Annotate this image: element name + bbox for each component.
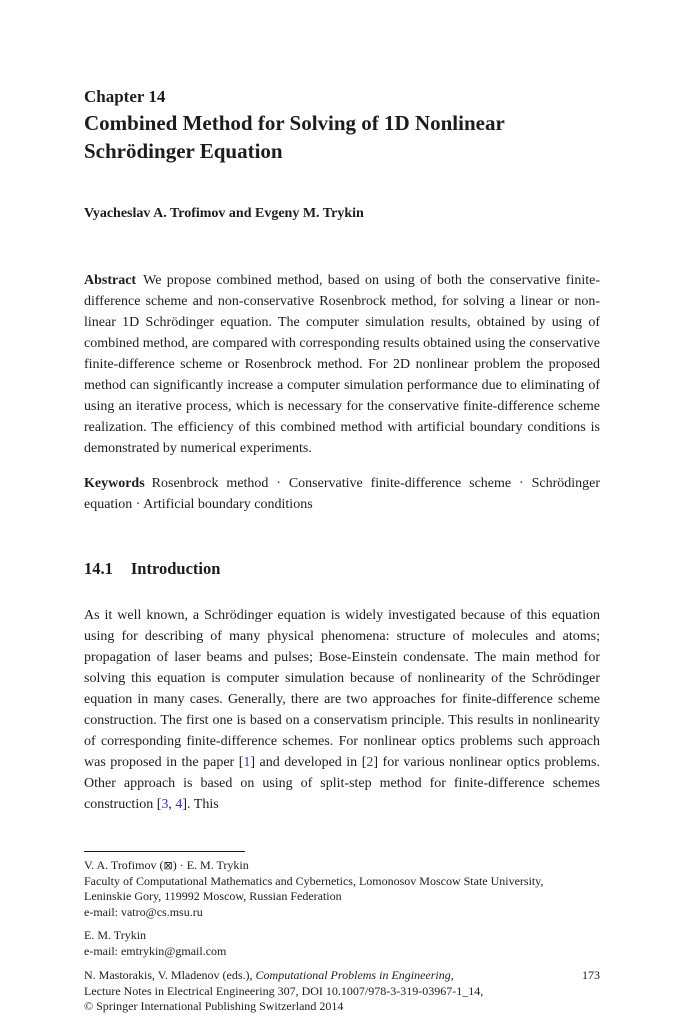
book-title: Computational Problems in Engineering, [255, 968, 454, 982]
publisher-copyright-line: © Springer International Publishing Switzerland 2014 [84, 999, 344, 1013]
corresponding-author-envelope-icon: ⊠ [163, 859, 173, 872]
footnote-author1-line [84, 858, 600, 874]
abstract-label: Abstract [84, 273, 137, 288]
footnote-author2-block [84, 928, 600, 959]
footnote-separator-rule [84, 851, 245, 852]
keyword-separator: · [276, 476, 281, 491]
keyword-separator: · [135, 497, 141, 512]
footnote-author2: E. M. Trykin [84, 928, 147, 942]
publisher-editors-line [84, 968, 600, 984]
section-number: 14.1 [84, 559, 113, 578]
keyword-item: Rosenbrock method [151, 476, 269, 491]
citation-link-2[interactable]: 2 [366, 755, 374, 770]
section-title: Introduction [130, 559, 221, 578]
footnote-author1-block [84, 858, 600, 920]
intro-text: ] and developed in [ [250, 755, 367, 770]
citation-link-4[interactable]: 4 [175, 797, 183, 812]
keywords-label: Keywords [84, 476, 145, 491]
chapter-title-line2: Schrödinger Equation [84, 139, 283, 163]
section-heading [84, 559, 600, 579]
footnote-email1: e-mail: vatro@cs.msu.ru [84, 904, 203, 919]
keyword-item: Conservative finite-difference scheme [288, 476, 512, 491]
intro-text: , [168, 797, 176, 812]
keyword-item: Artificial boundary conditions [143, 497, 313, 512]
footnote-author1-post: ) · E. M. Trykin [172, 858, 249, 872]
chapter-title [84, 109, 600, 165]
intro-text: ] for various nonlinear optics problems. Other approach is based on using of split-step method for finite-difference schemes construction [ [84, 755, 600, 812]
footnote-affiliation-line2: Leninskie Gory, 119992 Moscow, Russian Federation [84, 889, 342, 903]
footnote-email2: e-mail: emtrykin@gmail.com [84, 943, 227, 958]
keyword-separator: · [519, 476, 524, 491]
publisher-editors: N. Mastorakis, V. Mladenov (eds.), [84, 968, 256, 982]
keywords-line [84, 473, 600, 515]
authors-line: Vyacheslav A. Trofimov and Evgeny M. Trykin [84, 206, 364, 221]
publisher-editors-and-title [84, 968, 454, 984]
abstract-paragraph [84, 270, 600, 459]
citation-link-1[interactable]: 1 [243, 755, 251, 770]
publisher-series-line: Lecture Notes in Electrical Engineering 307, DOI 10.1007/978-3-319-03967-1_14, [84, 983, 484, 998]
chapter-label: Chapter 14 [84, 87, 166, 106]
footnote-affiliation-line1: Faculty of Computational Mathematics and Cybernetics, Lomonosov Moscow State University, [84, 873, 544, 888]
footnote-author1-pre: V. A. Trofimov ( [84, 858, 164, 872]
publisher-imprint-block [84, 968, 600, 1015]
keyword-item: Schrödinger equation [84, 476, 600, 512]
intro-text: ]. This [182, 797, 219, 812]
intro-text: As it well known, a Schrödinger equation is widely investigated because of this equation using for describing of many physical phenomena: structure of molecules and atoms; propagation of laser beams and pulses; Bose-Einstein condensate. The main method for solving this equation is computer simulation because of nonlinearity of the Schrödinger equation in many cases. Generally, there are two approaches for finite-difference scheme construction. The first one is based on a conservatism principle. This results in nonlinearity of corresponding finite-difference schemes. For nonlinear optics problems such approach was proposed in the paper [ [84, 608, 600, 770]
introduction-paragraph [84, 605, 600, 815]
abstract-text: We propose combined method, based on using of both the conservative finite-difference scheme and non-conservative Rosenbrock method, for solving a linear or non-linear 1D Schrödinger equation. The computer simulation results, obtained by using of combined method, are compared with corresponding results obtained using the conservative finite-difference scheme or Rosenbrock method. For 2D nonlinear problem the proposed method can significantly increase a computer simulation performance due to eliminating of using an iterative process, which is necessary for the conservative finite-difference scheme realization. The efficiency of this combined method with artificial boundary conditions is demonstrated by numerical experiments. [84, 273, 600, 456]
citation-link-3[interactable]: 3 [161, 797, 169, 812]
page-number: 173 [582, 968, 600, 982]
chapter-title-line1: Combined Method for Solving of 1D Nonlinear [84, 111, 505, 135]
